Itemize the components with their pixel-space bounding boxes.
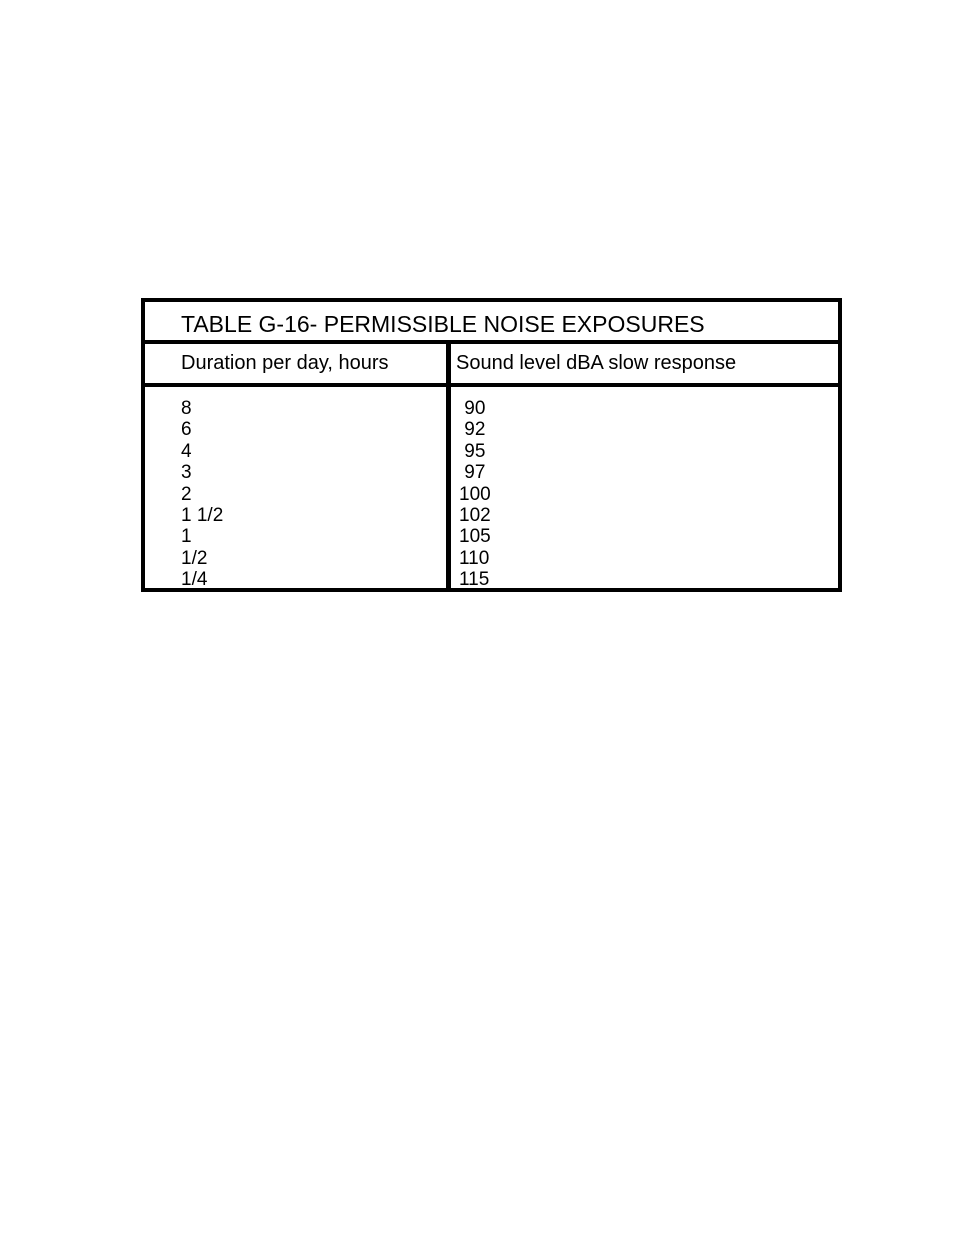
column-header-sound-level: Sound level dBA slow response: [456, 352, 737, 374]
sound-level-cell: 102: [459, 505, 491, 526]
table-row: [145, 505, 838, 526]
duration-cell: 8: [181, 398, 192, 419]
noise-exposure-table: [141, 298, 842, 592]
table-header-row: [145, 344, 838, 387]
table-row: [145, 526, 838, 547]
duration-cell: 1/2: [181, 547, 208, 569]
duration-cell: 1/4: [181, 569, 208, 591]
table-row: [145, 398, 838, 419]
duration-cell: 3: [181, 462, 192, 484]
sound-level-cell: 92: [459, 419, 486, 441]
table-row: [145, 419, 838, 440]
duration-cell: 1 1/2: [181, 505, 224, 526]
duration-cell: 2: [181, 483, 192, 505]
sound-level-cell: 115: [459, 569, 490, 591]
duration-cell: 1: [181, 526, 192, 548]
duration-cell: 6: [181, 419, 192, 441]
table-row: [145, 569, 838, 590]
column-header-duration: Duration per day, hours: [181, 352, 389, 374]
sound-level-cell: 97: [459, 462, 486, 484]
sound-level-cell: 105: [459, 526, 491, 548]
sound-level-cell: 110: [459, 547, 490, 569]
table-title-row: [145, 302, 838, 344]
duration-cell: 4: [181, 440, 192, 462]
sound-level-cell: 95: [459, 440, 486, 462]
sound-level-cell: 90: [459, 398, 486, 419]
table-row: [145, 548, 838, 569]
table-row: [145, 441, 838, 462]
table-row: [145, 462, 838, 483]
table-row: [145, 484, 838, 505]
table-title: TABLE G-16- PERMISSIBLE NOISE EXPOSURES: [181, 311, 705, 337]
sound-level-cell: 100: [459, 483, 491, 505]
